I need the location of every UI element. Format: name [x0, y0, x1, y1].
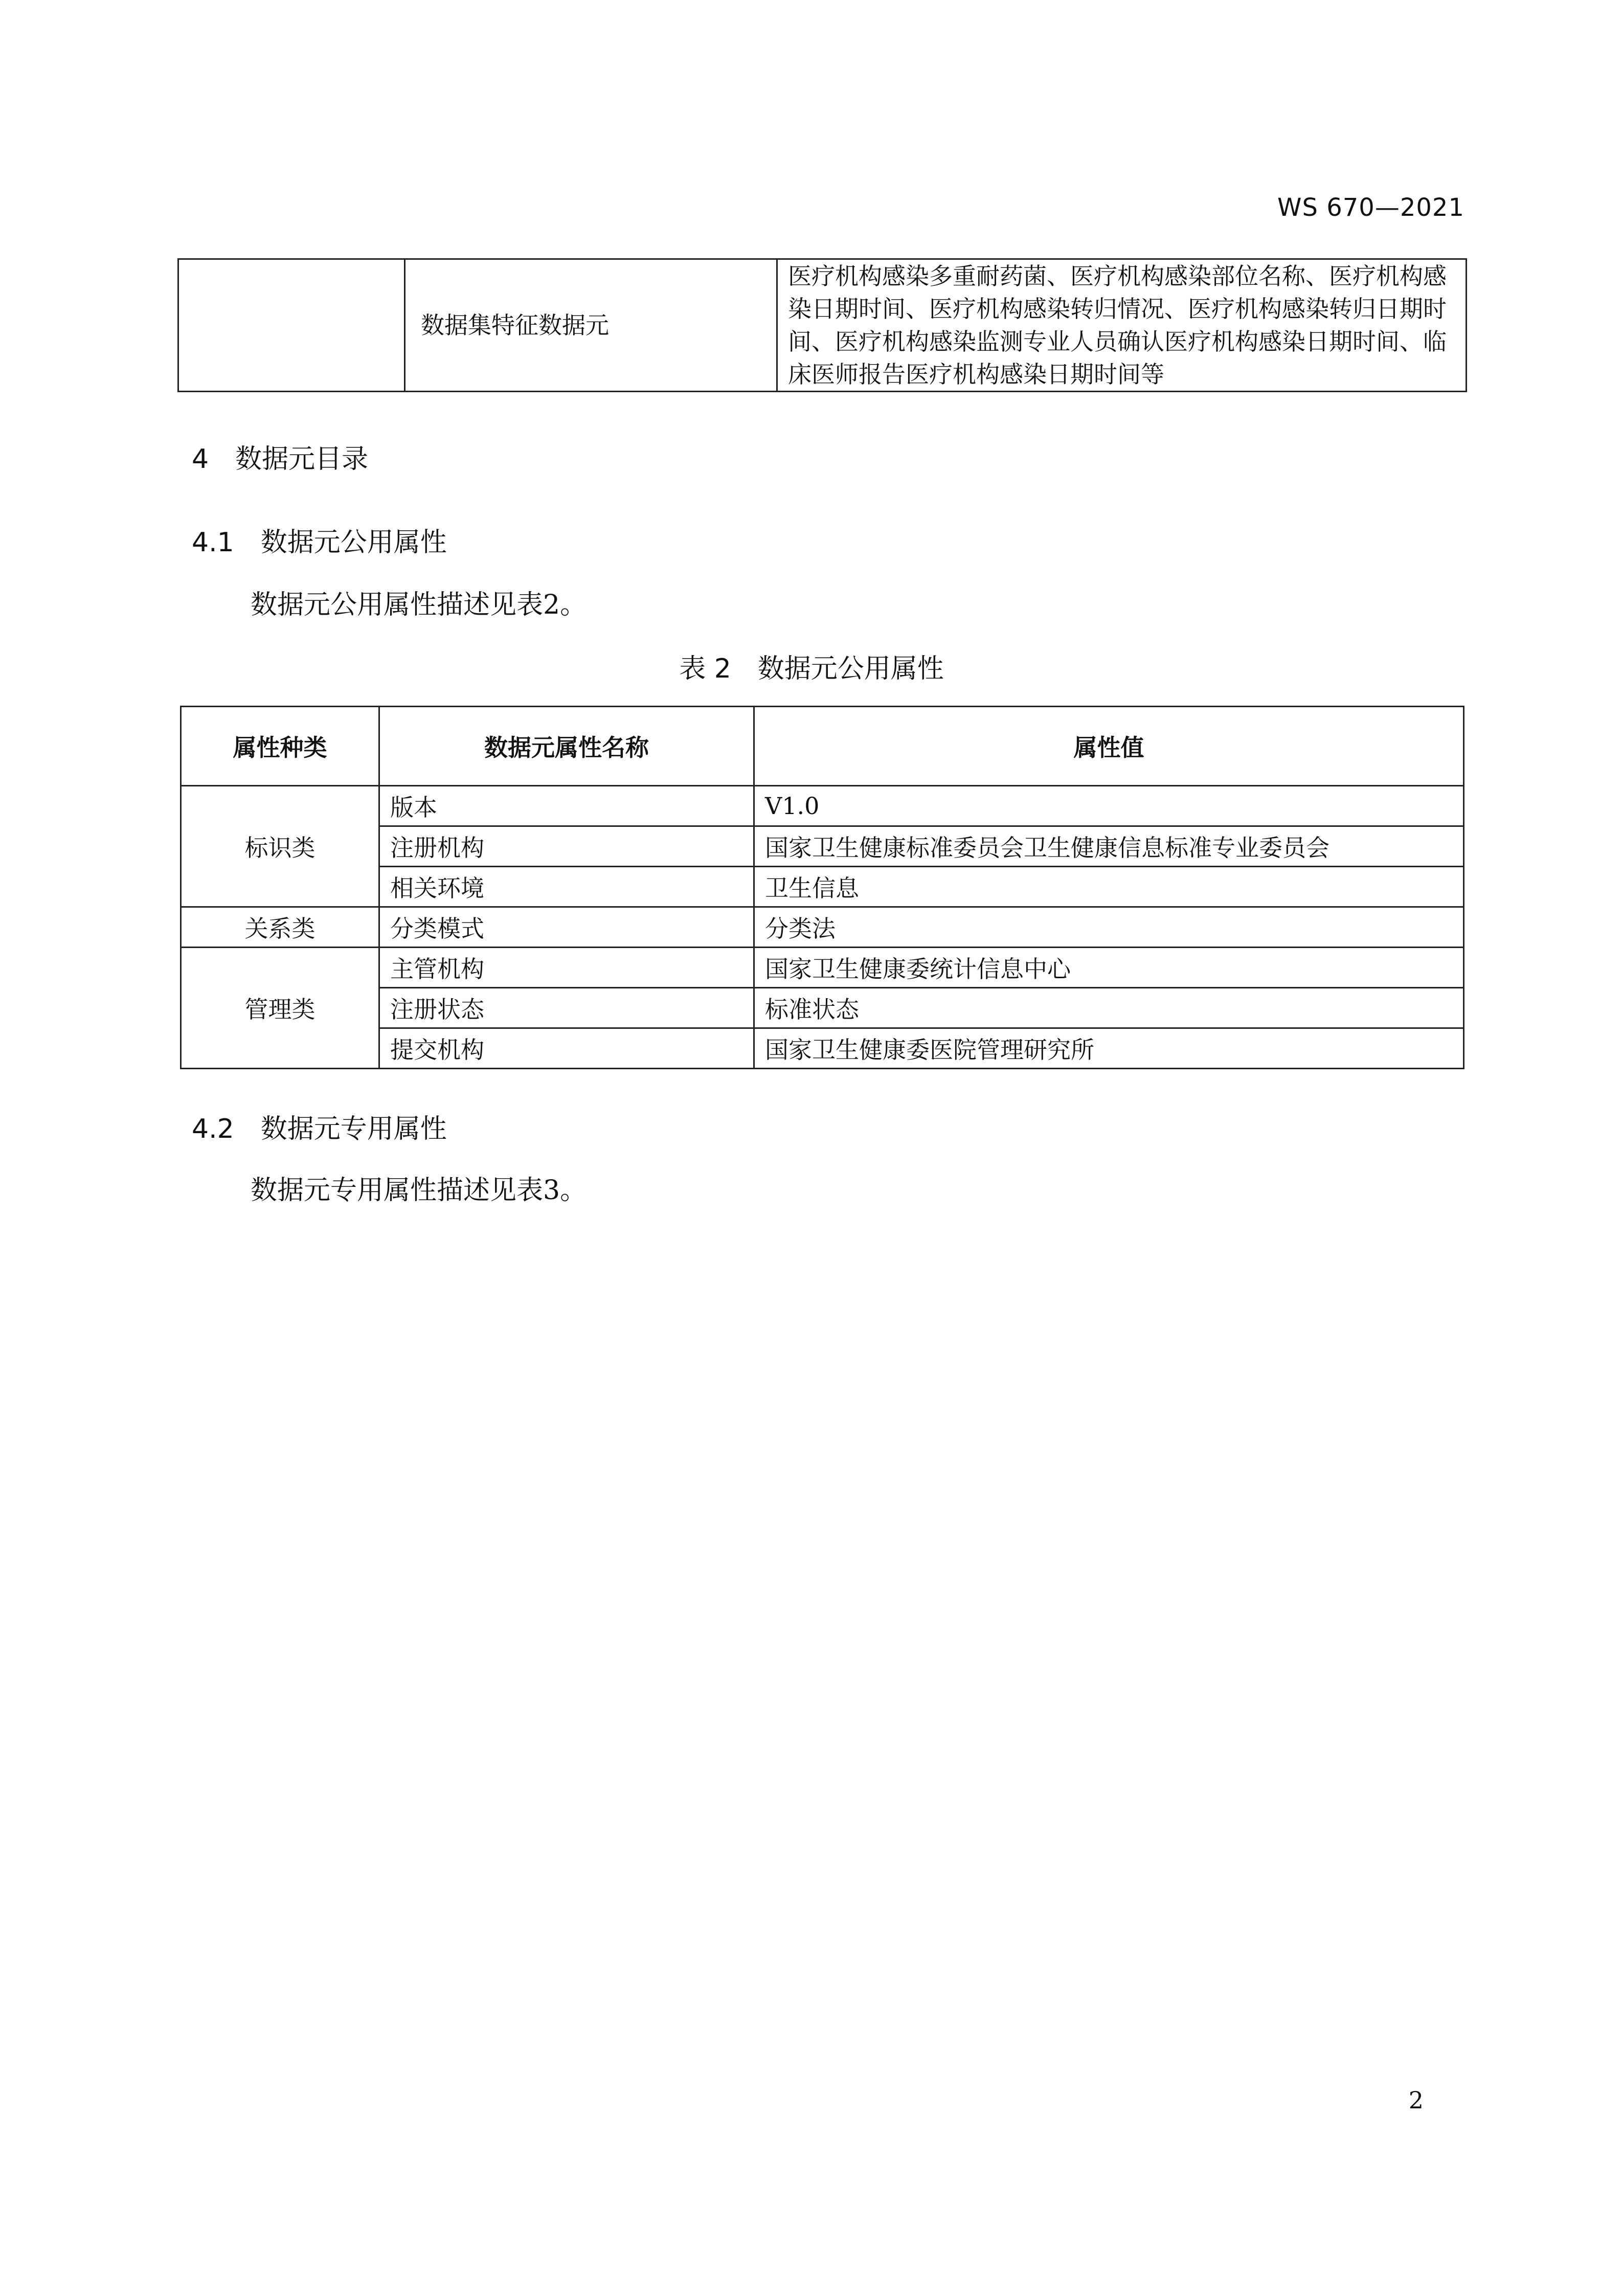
column-header: 数据元属性名称: [379, 707, 754, 786]
table-cell: 医疗机构感染多重耐药菌、医疗机构感染部位名称、医疗机构感染日期时间、医疗机构感染转归情况、医疗机构感染转归日期时间、医疗机构感染监测专业人员确认医疗机构感染日期时间、临床医师报告医疗机构感染日期时间等: [777, 259, 1467, 392]
attribute-name: 版本: [379, 786, 754, 826]
column-header: 属性值: [754, 707, 1464, 786]
table-caption: 表 2 数据元公用属性: [679, 654, 944, 684]
category-cell: 管理类: [181, 948, 379, 1069]
section-number: 4.1: [192, 527, 234, 558]
attribute-value: 国家卫生健康委医院管理研究所: [754, 1028, 1464, 1069]
attribute-value: 分类法: [754, 907, 1464, 948]
category-cell: 关系类: [181, 907, 379, 948]
table-row: [178, 259, 1467, 392]
page-number: 2: [1408, 2086, 1424, 2114]
attribute-name: 注册状态: [379, 988, 754, 1028]
attribute-name: 提交机构: [379, 1028, 754, 1069]
table-header-row: [181, 707, 1464, 786]
attribute-name: 相关环境: [379, 867, 754, 907]
section-title: 数据元专用属性: [260, 1114, 447, 1144]
paragraph: 数据元专用属性描述见表3。: [251, 1175, 587, 1206]
attribute-name: 注册机构: [379, 826, 754, 867]
attribute-value: 国家卫生健康标准委员会卫生健康信息标准专业委员会: [754, 826, 1464, 867]
subsection-heading: [192, 521, 447, 559]
attribute-name: 主管机构: [379, 948, 754, 988]
table-row: [181, 948, 1464, 988]
section-number: 4.2: [192, 1114, 234, 1144]
table-row: [181, 907, 1464, 948]
attribute-value: V1.0: [754, 786, 1464, 826]
paragraph: 数据元公用属性描述见表2。: [251, 590, 587, 620]
category-cell: 标识类: [181, 786, 379, 907]
dataset-feature-table: [177, 258, 1467, 392]
subsection-heading: [192, 1107, 447, 1145]
table-cell: 数据集特征数据元: [405, 259, 777, 392]
attribute-value: 标准状态: [754, 988, 1464, 1028]
attribute-value: 卫生信息: [754, 867, 1464, 907]
table-cell: [178, 259, 405, 392]
table-row: [181, 786, 1464, 826]
attribute-value: 国家卫生健康委统计信息中心: [754, 948, 1464, 988]
document-code: WS 670—2021: [1277, 193, 1464, 222]
section-title: 数据元公用属性: [260, 527, 447, 558]
section-heading: [192, 437, 368, 476]
attribute-name: 分类模式: [379, 907, 754, 948]
section-number: 4: [192, 444, 209, 475]
column-header: 属性种类: [181, 707, 379, 786]
common-attributes-table: [180, 706, 1464, 1069]
section-title: 数据元目录: [235, 444, 369, 475]
